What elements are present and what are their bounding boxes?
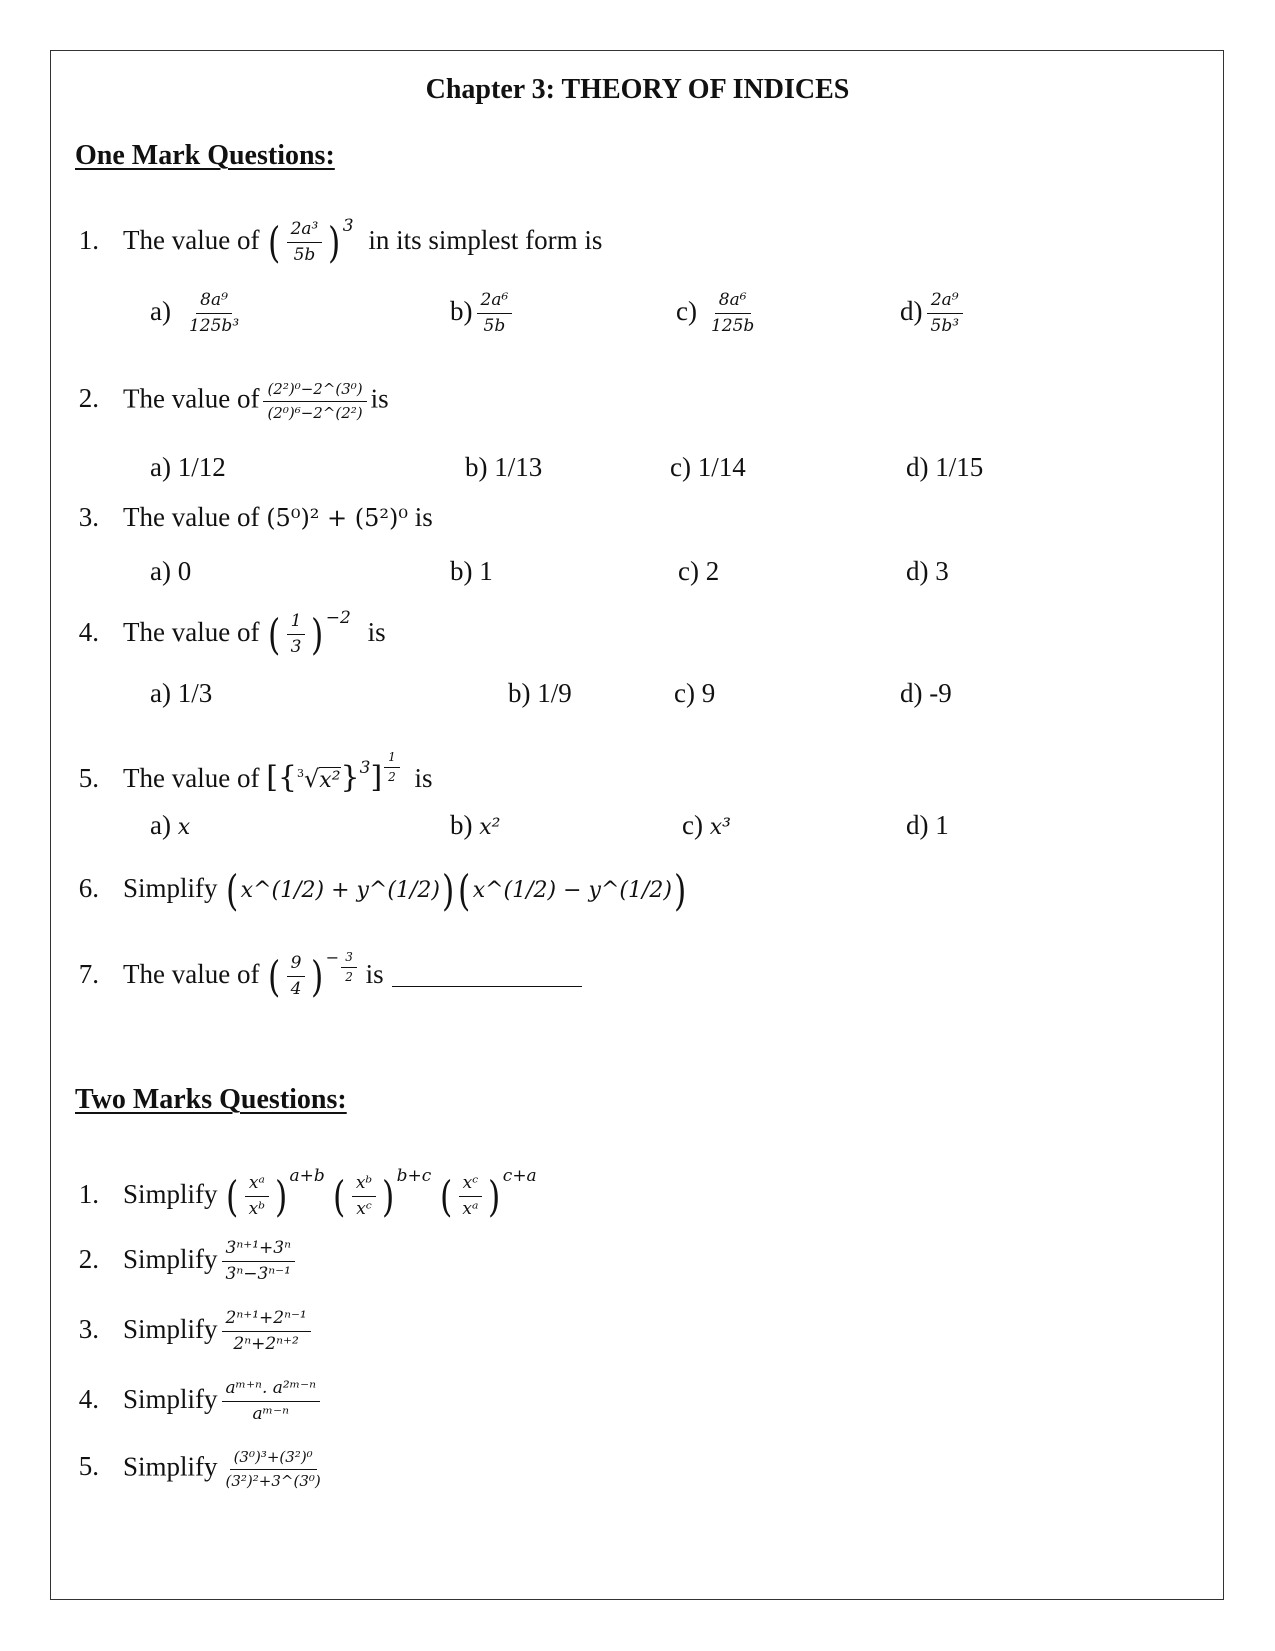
question-7: 7. The value of ( $\frac{9}{4}$ ) − $\frac{3}{2}$ is bbox=[45, 950, 582, 1001]
two-mark-question-4: 4. Simplify $\frac{\text{aᵐ⁺ⁿ. a²ᵐ⁻ⁿ}}{\text{aᵐ⁻ⁿ}}$ bbox=[45, 1378, 324, 1426]
two-mark-question-2: 2. Simplify $\frac{\text{3ⁿ⁺¹+3ⁿ}}{\text{3ⁿ−3ⁿ⁻¹}}$ bbox=[45, 1238, 299, 1286]
option-3c: c) 2 bbox=[678, 556, 720, 586]
option-5c: c) x³ bbox=[682, 810, 731, 840]
option-3d: d) 3 bbox=[906, 556, 949, 586]
option-5d: d) 1 bbox=[906, 810, 949, 840]
answer-blank bbox=[392, 986, 582, 987]
option-2b: b) 1/13 bbox=[465, 452, 543, 482]
section-heading-two-marks: Two Marks Questions: bbox=[75, 1084, 347, 1115]
option-2d: d) 1/15 bbox=[906, 452, 984, 482]
option-4d: d) -9 bbox=[900, 678, 952, 708]
question-6: 6. Simplify (x^(1/2) + y^(1/2))(x^(1/2) − y^(1/2)) bbox=[78, 866, 687, 915]
question-4: 4. The value of ( $\frac{1}{3}$ ) $^{-2}$ is bbox=[78, 608, 386, 659]
two-mark-question-5: 5. Simplify $\frac{\text{(3⁰)³+(3²)⁰}}{\text{(3²)²+3\textasciicircum{}(3⁰)}}$ bbox=[78, 1448, 321, 1490]
two-mark-question-3: 3. Simplify $\frac{\text{2ⁿ⁺¹+2ⁿ⁻¹}}{\text{2ⁿ+2ⁿ⁺²}}$ bbox=[45, 1308, 315, 1356]
page-title: Chapter 3: THEORY OF INDICES bbox=[425, 74, 850, 105]
option-3b: b) 1 bbox=[450, 556, 493, 586]
option-3a: a) 0 bbox=[150, 556, 192, 586]
page-border bbox=[50, 50, 1224, 1600]
option-4b: b) 1/9 bbox=[508, 678, 572, 708]
option-4c: c) 9 bbox=[674, 678, 716, 708]
option-4a: a) 1/3 bbox=[150, 678, 213, 708]
option-1b: b) $\frac{\text{2a⁶}}{5b}$ bbox=[450, 290, 516, 338]
option-5a: a) x bbox=[150, 810, 191, 840]
two-mark-question-1: 1. Simplify ( $\frac{\text{xᵃ}}{\text{xᵇ}}$ ) $^{a+b}$ ( $\frac{\text{xᵇ}}{\text{xᶜ}}$ ) $^{b+c}$ ( $\frac{\text{xᶜ}}{\text{xᵃ}}$ ) $^{c+a}$ bbox=[78, 1166, 537, 1221]
option-1a: a) $\frac{\text{8a⁹}}{\text{125b³}}$ bbox=[150, 290, 240, 337]
question-5: 5. The value of $[\{^3√x^2\}^3]$ $\frac{1}{2}$ is bbox=[78, 750, 433, 795]
question-3: 3. The value of (5⁰)² + (5²)⁰ is bbox=[78, 502, 433, 532]
option-5b: b) x² bbox=[450, 810, 501, 840]
option-2a: a) 1/12 bbox=[150, 452, 226, 482]
option-2c: c) 1/14 bbox=[670, 452, 746, 482]
option-1c: c) $\frac{\text{8a⁶}}{125b}$ bbox=[676, 290, 755, 337]
question-1: 1. The value of ( $\frac{\text{2a³}}{5b}$ ) $^3$ in its simplest form is bbox=[78, 216, 603, 267]
option-1d: d) $\frac{\text{2a⁹}}{\text{5b³}}$ bbox=[900, 290, 967, 338]
question-2: 2. The value of $\frac{\text{(2²)⁰−2\textasciicircum{}(3⁰)}}{\text{(2⁰)⁶−2\textasciicircum{}(2²)}}$ is bbox=[78, 380, 389, 422]
section-heading-one-mark: One Mark Questions: bbox=[75, 140, 335, 171]
